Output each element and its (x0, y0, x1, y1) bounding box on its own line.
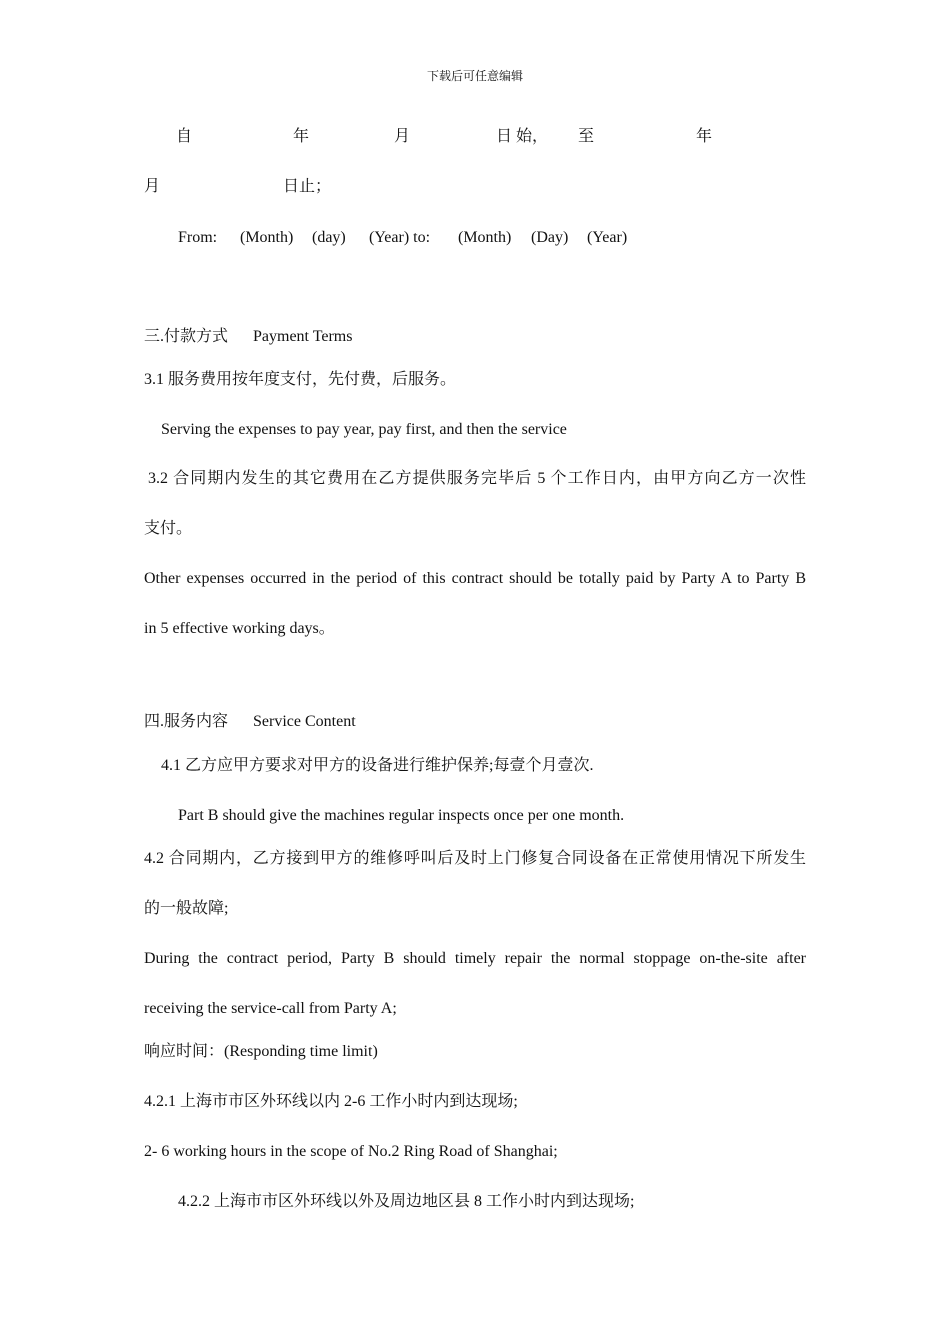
date-year1-label: 年 (293, 128, 310, 145)
date-month1-label: 月 (394, 128, 411, 145)
clause-4-2-1-en: 2- 6 working hours in the scope of No.2 Ring Road of Shanghai; (144, 1143, 558, 1160)
date-year2-label: 年 (696, 128, 713, 145)
clause-4-2-2: 4.2.2 上海市市区外环线以外及周边地区县 8 工作小时内到达现场; (178, 1193, 635, 1210)
responding-time-label: 响应时间：(Responding time limit) (144, 1043, 378, 1060)
clause-4-1-en: Part B should give the machines regular inspects once per one month. (178, 807, 625, 824)
date-day-start-label: 日 始， (496, 128, 549, 145)
date-to-label: 至 (578, 128, 595, 145)
clause-4-2-1: 4.2.1 上海市市区外环线以内 2-6 工作小时内到达现场; (144, 1093, 518, 1110)
clause-3-2-line1: 3.2 合同期内发生的其它费用在乙方提供服务完毕后 5 个工作日内，由甲方向乙方一次性 (148, 470, 806, 487)
clause-3-2-en-line1: Other expenses occurred in the period of this contract should be totally paid by Party A to Party B (144, 570, 806, 587)
clause-4-1: 4.1 乙方应甲方要求对甲方的设备进行维护保养;每壹个月壹次. (161, 757, 594, 774)
clause-3-1: 3.1 服务费用按年度支付，先付费，后服务。 (144, 371, 457, 388)
clause-4-2-line1: 4.2 合同期内，乙方接到甲方的维修呼叫后及时上门修复合同设备在正常使用情况下所发生 (144, 850, 806, 867)
section3-title: 三.付款方式 (144, 328, 229, 345)
clause-4-2-en-line1: During the contract period, Party B should timely repair the normal stoppage on-the-site after (144, 950, 806, 967)
clause-3-2-line2: 支付。 (144, 520, 193, 537)
section4-title: 四.服务内容 (144, 713, 229, 730)
section4-title-en: Service Content (253, 713, 356, 730)
clause-3-1-en: Serving the expenses to pay year, pay first, and then the service (161, 421, 567, 438)
en-day2-label: (Day) (531, 229, 569, 246)
clause-3-2-en-line2: in 5 effective working days。 (144, 620, 335, 637)
en-month2-label: (Month) (458, 229, 512, 246)
date-month2-label: 月 (144, 178, 161, 195)
en-day1-label: (day) (312, 229, 346, 246)
en-month1-label: (Month) (240, 229, 294, 246)
date-day-end-label: 日止； (283, 178, 332, 195)
date-from-label: 自 (176, 128, 193, 145)
page-header-note: 下载后可任意编辑 (426, 69, 523, 83)
en-year-to-label: (Year) to: (369, 229, 431, 246)
en-from-label: From: (178, 229, 218, 246)
section3-title-en: Payment Terms (253, 328, 353, 345)
en-year2-label: (Year) (587, 229, 628, 246)
clause-4-2-en-line2: receiving the service-call from Party A; (144, 1000, 397, 1017)
clause-4-2-line2: 的一般故障; (144, 900, 229, 917)
